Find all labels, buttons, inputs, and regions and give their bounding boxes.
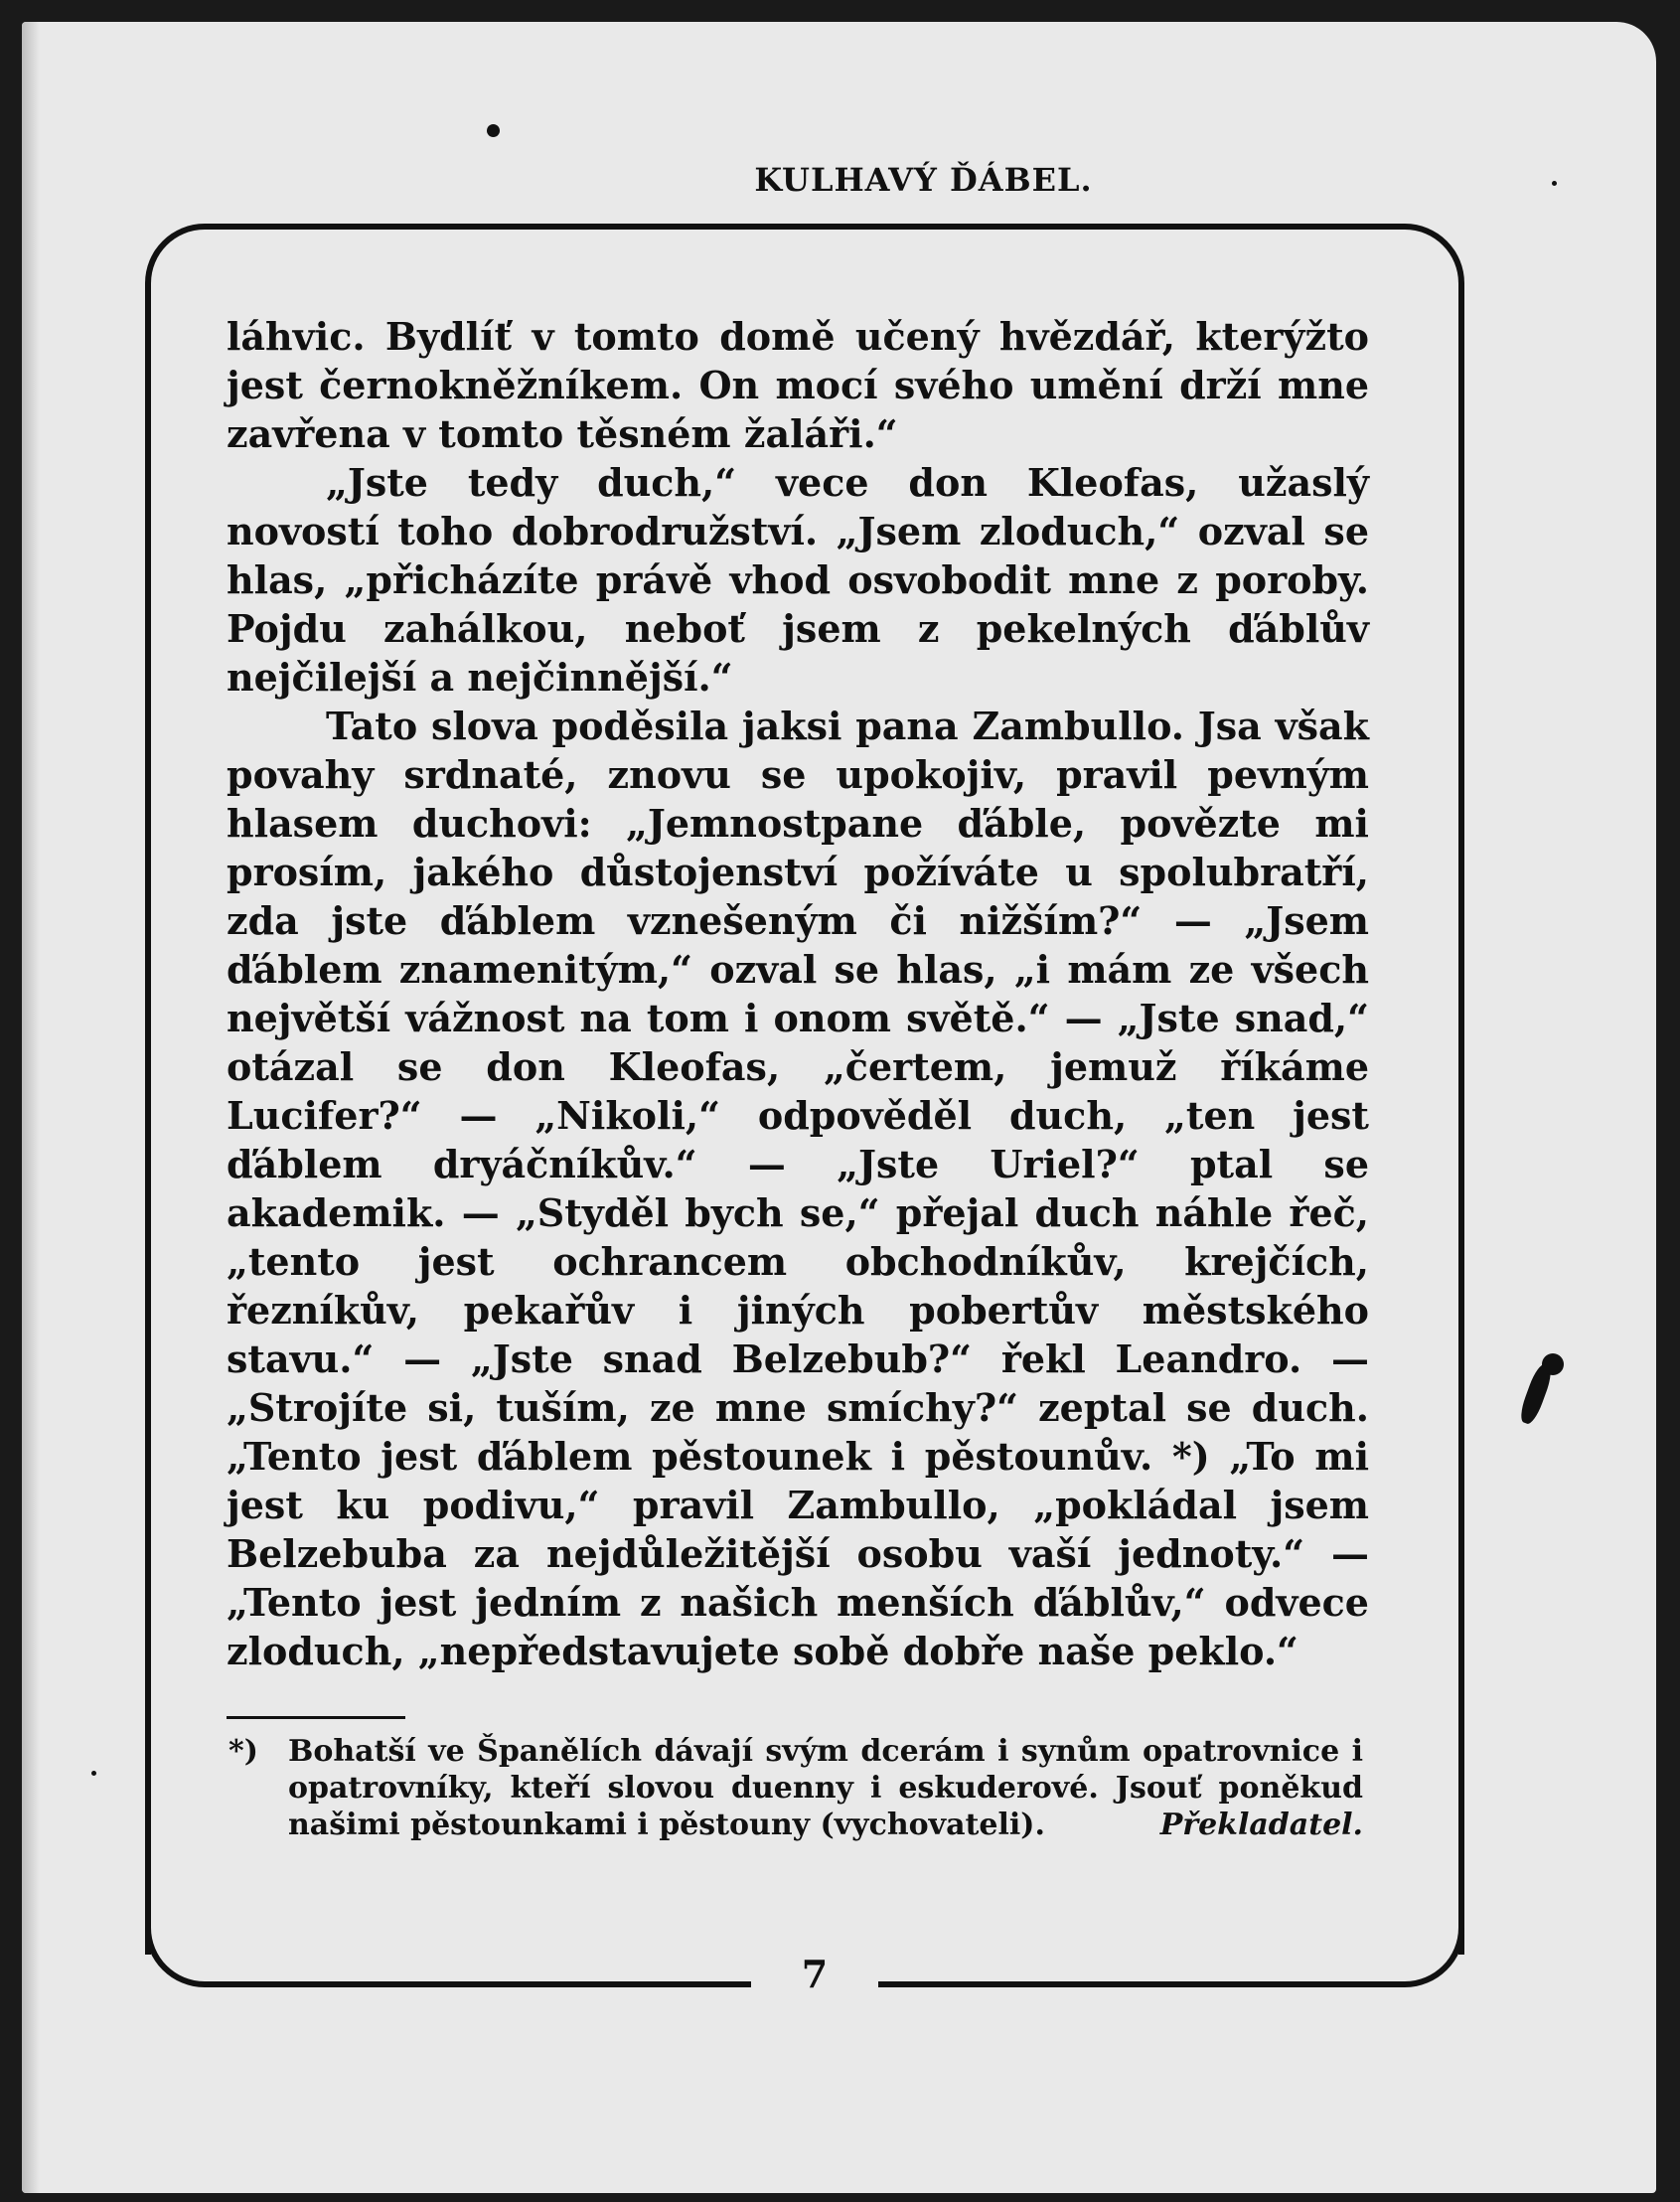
paragraph-2: „Jste tedy duch,“ vece don Kleofas, užaslý novostí toho dobrodružství. „Jsem zloduch,“ ozval se hlas, „přicházíte právě vhod osvobodit mne z poroby. Pojdu zahálkou, neboť jsem z pekelných ďáblův nejčilejší a nejčinnější.“ [227,460,1369,700]
paper-speck [1552,181,1557,186]
footnote-rule [227,1716,405,1719]
main-text [227,312,1369,1675]
ink-blot-head [1542,1353,1564,1375]
page-number: 7 [801,1952,829,1996]
footnote-mark: *) [229,1734,258,1769]
paragraph-3: Tato slova poděsila jaksi pana Zambullo. Jsa však povahy srdnaté, znovu se upokojiv, pravil pevným hlasem duchovi: „Jemnostpane ďáble, povězte mi prosím, jakého důstojenství požíváte u spolubratří, zda jste ďáblem vznešeným či nižším?“ — „Jsem ďáblem znamenitým,“ ozval se hlas, „i mám ze všech největší vážnost na tom i onom světě.“ — „Jste snad,“ otázal se don Kleofas, „čertem, jemuž říkáme Lucifer?“ — „Nikoli,“ odpověděl duch, „ten jest ďáblem dryáčníkův.“ — „Jste Uriel?“ ptal se akademik. — „Styděl bych se,“ přejal duch náhle řeč, „tento jest ochrancem obchodníkův, krejčích, řezníkův, pekařův i jiných pobertův městského stavu.“ — „Jste snad Belzebub?“ řekl Leandro. — „Strojíte si, tuším, ze mne smíchy?“ zeptal se duch. „Tento jest ďáblem pěstounek i pěstounův. *) „To mi jest ku podivu,“ pravil Zambullo, „pokládal jsem Belzebuba za nejdůležitější osobu vaší jednoty.“ — „Tento jest jedním z našich menších ďáblův,“ odvece zloduch, „nepředstavujete sobě dobře naše peklo.“ [227,704,1369,1673]
ink-dot [487,124,500,137]
ornamental-frame-bottom-left [145,1870,751,1987]
book-page [22,22,1656,2193]
footnote [229,1733,1363,1843]
footnote-signature: Překladatel. [1159,1808,1363,1842]
page-edge-shadow [22,22,40,2193]
running-title: KULHAVÝ ĎÁBEL. [754,161,1093,199]
paper-speck [91,1771,96,1776]
paragraph-1: láhvic. Bydlíť v tomto domě učený hvězdář, kterýžto jest černokněžníkem. On mocí svého umění drží mne zavřena v tomto těsném žaláři.“ [227,314,1369,456]
ornamental-frame-bottom-right [878,1870,1464,1987]
footnote-text: Bohatší ve Španělích dávají svým dcerám i synům opatrovnice i opatrovníky, kteří slovou duenny i eskuderové. Jsouť poněkud našimi pěstounkami i pěstouny (vychovateli). [288,1734,1363,1842]
